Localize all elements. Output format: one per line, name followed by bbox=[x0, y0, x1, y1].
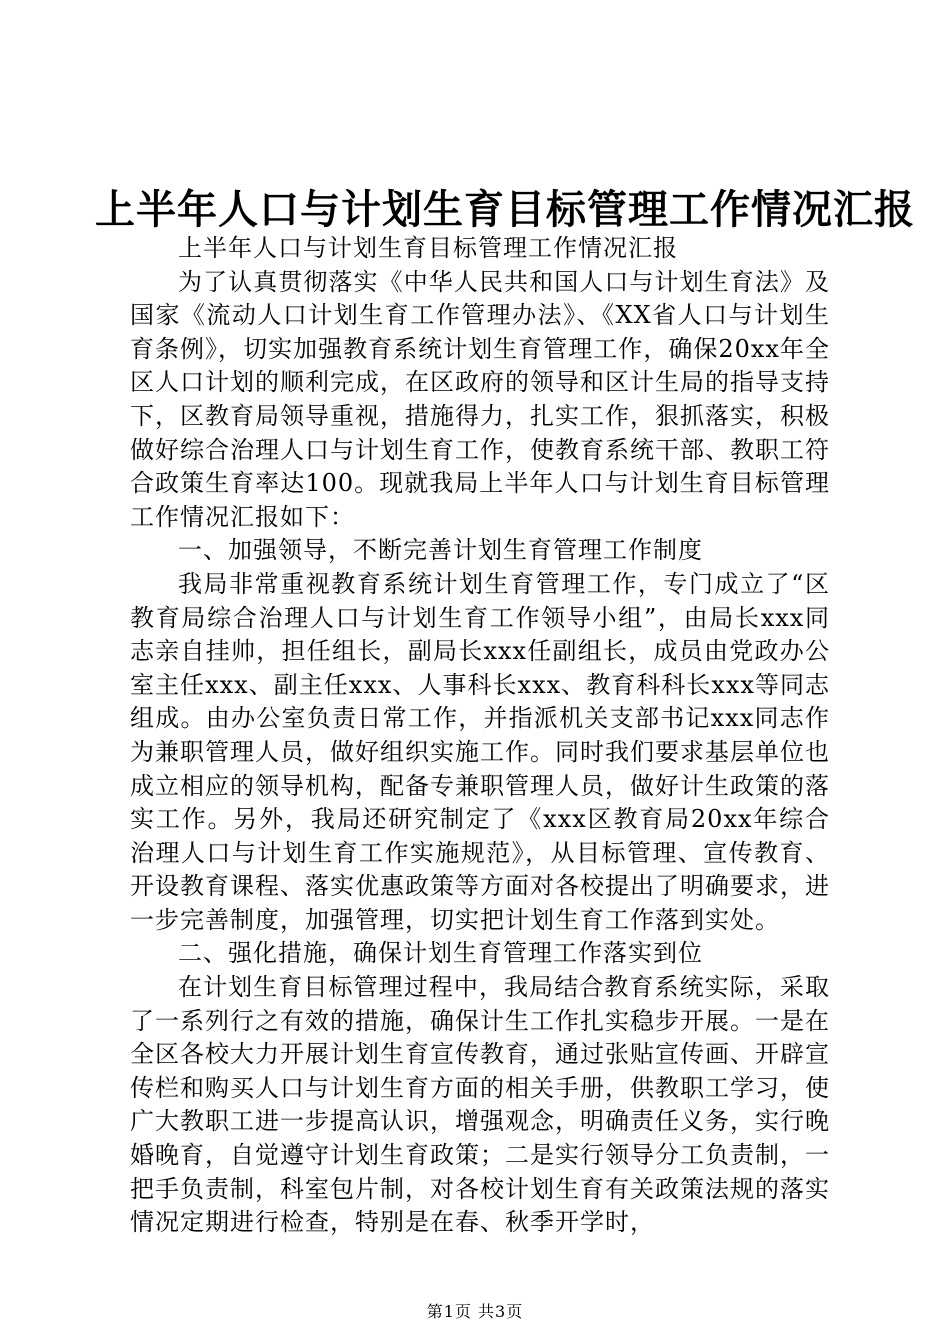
section-heading-1: 一、加强领导，不断完善计划生育管理工作制度 bbox=[178, 536, 703, 565]
document-body bbox=[130, 232, 830, 1240]
document-title: 上半年人口与计划生育目标管理工作情况汇报 bbox=[95, 186, 915, 233]
body-paragraph-section-1: 我局非常重视教育系统计划生育管理工作，专门成立了“区教育局综合治理人口与计划生育工作领导小组”，由局长xxx同志亲自挂帅，担任组长，副局长xxx任副组长，成员由党政办公室主任xxx、副主任xxx、人事科长xxx、教育科科长xxx等同志组成。由办公室负责日常工作，并指派机关支部书记xxx同志作为兼职管理人员，做好组织实施工作。同时我们要求基层单位也成立相应的领导机构，配备专兼职管理人员，做好计生政策的落实工作。另外，我局还研究制定了《xxx区教育局20xx年综合治理人口与计划生育工作实施规范》，从目标管理、宣传教育、开设教育课程、落实优惠政策等方面对各校提出了明确要求，进一步完善制度，加强管理，切实把计划生育工作落到实处。 bbox=[130, 569, 830, 934]
page-footer: 第1页 共3页 bbox=[426, 1302, 524, 1321]
body-paragraph-section-2: 在计划生育目标管理过程中，我局结合教育系统实际，采取了一系列行之有效的措施，确保计生工作扎实稳步开展。一是在全区各校大力开展计划生育宣传教育，通过张贴宣传画、开辟宣传栏和购买人口与计划生育方面的相关手册，供教职工学习，使广大教职工进一步提高认识，增强观念，明确责任义务，实行晚婚晚育，自觉遵守计划生育政策；二是实行领导分工负责制，一把手负责制，科室包片制，对各校计划生育有关政策法规的落实情况定期进行检查，特别是在春、秋季开学时， bbox=[130, 973, 830, 1237]
body-paragraph-heading: 上半年人口与计划生育目标管理工作情况汇报 bbox=[178, 234, 678, 262]
body-paragraph-intro: 为了认真贯彻落实《中华人民共和国人口与计划生育法》及国家《流动人口计划生育工作管理办法》、《XX省人口与计划生育条例》，切实加强教育系统计划生育管理工作，确保20xx年全区人口计划的顺利完成，在区政府的领导和区计生局的指导支持下，区教育局领导重视，措施得力，扎实工作，狠抓落实，积极做好综合治理人口与计划生育工作，使教育系统干部、教职工符合政策生育率达100。现就我局上半年人口与计划生育目标管理工作情况汇报如下： bbox=[130, 267, 830, 531]
section-heading-2: 二、强化措施，确保计划生育管理工作落实到位 bbox=[178, 939, 703, 968]
